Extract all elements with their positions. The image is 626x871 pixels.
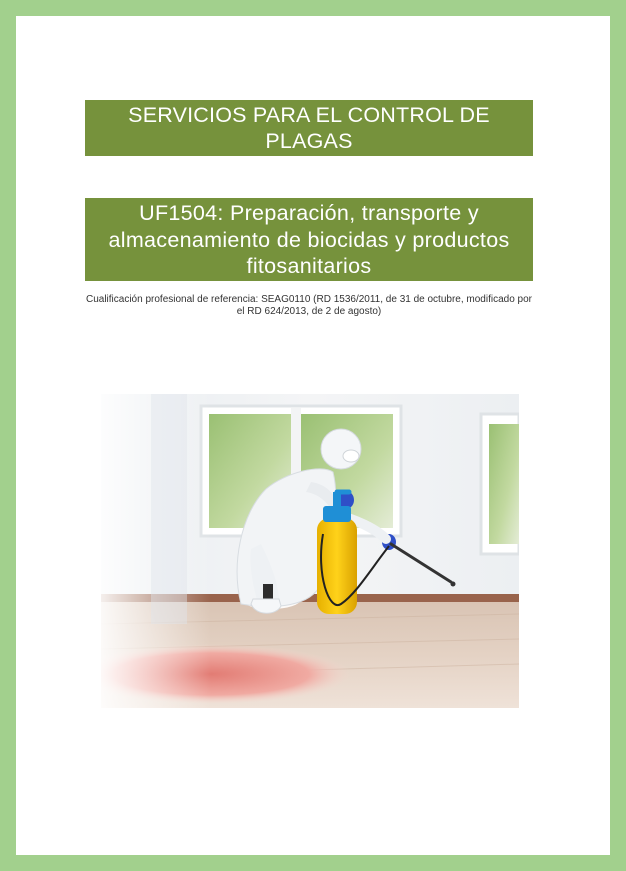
unit-title-banner xyxy=(85,198,533,281)
reference-note: Cualificación profesional de referencia: SEAG0110 (RD 1536/2011, de 31 de octubre, modificado por el RD 624/2013, de 2 de agosto) xyxy=(85,294,532,317)
series-title-banner xyxy=(85,100,533,156)
series-title: SERVICIOS PARA EL CONTROL DE PLAGAS xyxy=(128,103,490,153)
cover-photo xyxy=(101,394,519,708)
cover-photo-illustration xyxy=(101,394,519,708)
unit-title: UF1504: Preparación, transporte y almacenamiento de biocidas y productos fitosanitarios xyxy=(108,201,510,278)
